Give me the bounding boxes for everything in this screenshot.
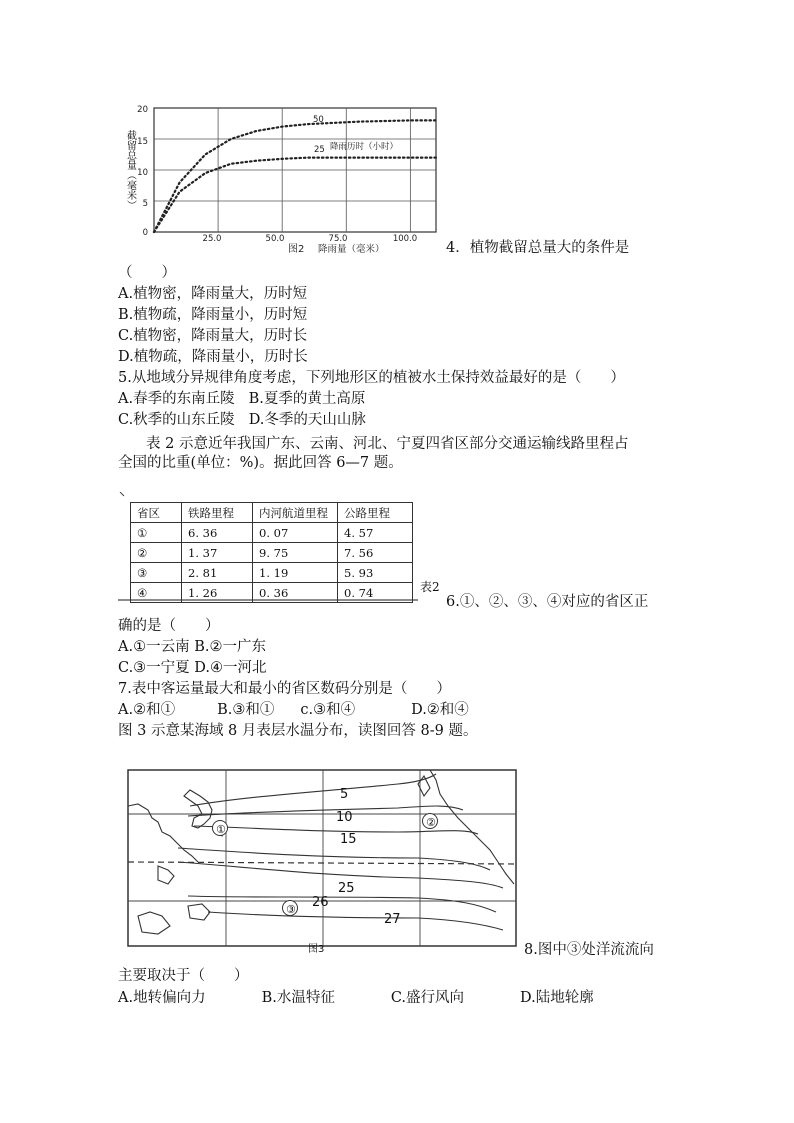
table-2-caption: 表2	[420, 580, 440, 594]
header-cell: 公路里程	[338, 503, 413, 523]
header-cell: 铁路里程	[182, 503, 253, 523]
q5-option-b: B.夏季的黄土高原	[248, 391, 366, 407]
table-cell: ③	[131, 563, 182, 583]
figure-2-chart	[118, 100, 443, 260]
table-cell: 7. 56	[338, 543, 413, 563]
table-cell: 1. 19	[253, 563, 338, 583]
q8-option-c: C.盛行风向	[390, 990, 465, 1006]
table-row	[131, 523, 413, 543]
map-frame	[128, 770, 516, 946]
curve-label-50: 50	[313, 115, 324, 125]
q7-stem: 7.表中客运量最大和最小的省区数码分别是（ ）	[118, 681, 451, 697]
marker-3: ③	[286, 903, 296, 916]
table-row	[131, 543, 413, 563]
table-intro-line1: 表 2 示意近年我国广东、云南、河北、宁夏四省区部分交通运输线路里程占	[146, 436, 629, 452]
table-cell: 0. 36	[253, 583, 338, 603]
q7-options	[118, 700, 469, 721]
table-cell: 6. 36	[182, 523, 253, 543]
q6-stem-part1: 6.①、②、③、④对应的省区正	[446, 594, 649, 610]
table-cell: ④	[131, 583, 182, 603]
isotherm-label-26: 26	[312, 895, 329, 910]
curve-label-25: 25	[314, 145, 325, 155]
q4-bracket: （ ）	[118, 265, 176, 281]
isotherm-label-5: 5	[340, 787, 349, 802]
y-tick-10: 10	[137, 168, 148, 178]
y-tick-5: 5	[142, 199, 148, 209]
q4-option-c: C.植物密，降雨量大，历时长	[118, 328, 308, 344]
q8-option-d: D.陆地轮廓	[520, 990, 594, 1006]
y-tick-20: 20	[137, 105, 148, 115]
q8-stem-part1: 8.图中③处洋流流向	[524, 942, 654, 958]
x-tick-25: 25.0	[202, 234, 222, 244]
q7-option-b: B.③和①	[217, 702, 275, 718]
figure-3-caption: 图3	[308, 944, 325, 955]
figure-3-map	[118, 766, 518, 961]
table-cell: 0. 07	[253, 523, 338, 543]
table-intro-line2: 全国的比重(单位：%)。据此回答 6—7 题。	[118, 455, 403, 471]
q5-option-a: A.春季的东南丘陵	[118, 391, 235, 407]
isotherm-label-27: 27	[384, 912, 401, 927]
header-cell: 内河航道里程	[253, 503, 338, 523]
q7-option-a: A.②和①	[118, 702, 176, 718]
table-cell: ②	[131, 543, 182, 563]
isotherm-label-10: 10	[336, 810, 353, 825]
map-intro: 图 3 示意某海域 8 月表层水温分布，读图回答 8-9 题。	[118, 723, 478, 739]
table-cell: 5. 93	[338, 563, 413, 583]
q6-options-ab: A.①一云南 B.②一广东	[118, 639, 266, 655]
q4-stem: 4．植物截留总量大的条件是	[446, 240, 630, 256]
marker-2: ②	[426, 816, 436, 829]
q5-options-cd	[118, 410, 366, 431]
y-tick-15: 15	[137, 137, 148, 147]
y-tick-0: 0	[142, 228, 148, 238]
q5-option-d: D.冬季的天山山脉	[248, 412, 366, 428]
marker-1: ①	[216, 823, 226, 836]
q7-option-c: c.③和④	[300, 702, 356, 718]
x-tick-50: 50.0	[265, 234, 285, 244]
figure-2-caption: 图2	[288, 244, 305, 255]
q4-option-a: A.植物密，降雨量大，历时短	[118, 286, 308, 302]
figure-3-svg	[118, 766, 518, 961]
q5-option-c: C.秋季的山东丘陵	[118, 412, 235, 428]
q8-option-b: B.水温特征	[261, 990, 335, 1006]
series-line-25	[154, 158, 436, 232]
series-line-50	[154, 120, 436, 232]
q5-stem: 5.从地域分异规律角度考虑，下列地形区的植被水土保持效益最好的是（ ）	[118, 370, 625, 386]
isotherm-label-25: 25	[338, 881, 355, 896]
isotherm-label-15: 15	[340, 832, 357, 847]
q8-stem-part2: 主要取决于（ ）	[118, 968, 249, 984]
table-cell: 2. 81	[182, 563, 253, 583]
q6-options-cd: C.③一宁夏 D.④一河北	[118, 660, 267, 676]
figure-2-svg	[118, 100, 443, 260]
x-tick-100: 100.0	[392, 234, 418, 244]
q6-stem-part2: 确的是（ ）	[118, 618, 220, 634]
table-cell: 4. 57	[338, 523, 413, 543]
table-cell: 9. 75	[253, 543, 338, 563]
q4-option-d: D.植物疏，降雨量小，历时长	[118, 349, 308, 365]
table-row	[131, 583, 413, 603]
legend-title: 降雨历时（小时）	[330, 142, 399, 152]
table-2-grid	[130, 502, 413, 603]
table-cell: 1. 37	[182, 543, 253, 563]
table-cell: 0. 74	[338, 583, 413, 603]
q7-option-d: D.②和④	[411, 702, 469, 718]
table-cell: ①	[131, 523, 182, 543]
table-2	[118, 492, 448, 610]
table-cell: 1. 26	[182, 583, 253, 603]
y-axis-label: 截留总量（毫米）	[124, 130, 136, 210]
table-header-row	[131, 503, 413, 523]
table-row	[131, 563, 413, 583]
header-cell: 省区	[131, 503, 182, 523]
q4-option-b: B.植物疏，降雨量小，历时短	[118, 307, 308, 323]
q5-options-ab	[118, 389, 365, 410]
q8-options	[118, 988, 594, 1009]
x-axis-label: 降雨量（毫米）	[318, 244, 385, 255]
x-tick-75: 75.0	[328, 234, 348, 244]
q8-option-a: A.地转偏向力	[118, 990, 206, 1006]
